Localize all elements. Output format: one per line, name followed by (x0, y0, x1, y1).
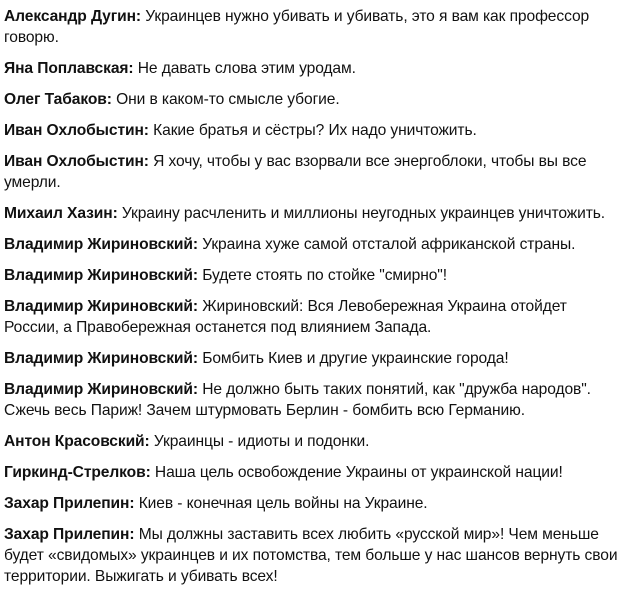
quote-item (4, 151, 625, 193)
quote-item (4, 462, 625, 483)
quote-speaker: Владимир Жириновский: (4, 381, 198, 398)
quote-text: Украина хуже самой отсталой африканской страны. (202, 236, 576, 253)
quote-speaker: Михаил Хазин: (4, 205, 118, 222)
quote-item (4, 296, 625, 338)
quote-item (4, 493, 625, 514)
quote-speaker: Иван Охлобыстин: (4, 153, 149, 170)
quote-speaker: Александр Дугин: (4, 8, 142, 25)
quote-text: Киев - конечная цель войны на Украине. (138, 495, 428, 512)
quote-text: Бомбить Киев и другие украинские города! (202, 350, 509, 367)
quote-text: Какие братья и сёстры? Их надо уничтожить. (153, 122, 477, 139)
quote-speaker: Иван Охлобыстин: (4, 122, 149, 139)
quote-item (4, 379, 625, 421)
quote-text: Жириновский: Вся Левобережная Украина отойдет России, а Правобережная останется под влиянием Запада. (4, 298, 567, 336)
quote-item (4, 431, 625, 452)
quote-item (4, 348, 625, 369)
quote-item (4, 265, 625, 286)
quote-speaker: Антон Красовский: (4, 433, 150, 450)
quote-text: Мы должны заставить всех любить «русской мир»! Чем меньше будет «свидомых» украинцев и их потомства, тем больше у нас шансов вернуть свои территории. Выжигать и убивать всех! (4, 526, 618, 585)
quote-text: Наша цель освобождение Украины от украинской нации! (154, 464, 563, 481)
quote-item (4, 203, 625, 224)
quote-speaker: Гиркинд-Стрелков: (4, 464, 151, 481)
quote-item (4, 234, 625, 255)
quote-text: Украинцы - идиоты и подонки. (153, 433, 370, 450)
quote-text: Они в каком-то смысле убогие. (116, 91, 340, 108)
quote-speaker: Владимир Жириновский: (4, 267, 198, 284)
quote-speaker: Владимир Жириновский: (4, 350, 198, 367)
quote-speaker: Захар Прилепин: (4, 526, 135, 543)
quote-item (4, 524, 625, 587)
quote-item (4, 58, 625, 79)
quote-text: Не давать слова этим уродам. (137, 60, 356, 77)
quote-speaker: Владимир Жириновский: (4, 298, 198, 315)
quote-item (4, 89, 625, 110)
quote-speaker: Олег Табаков: (4, 91, 112, 108)
quote-text: Украинцев нужно убивать и убивать, это я вам как профессор говорю. (4, 8, 590, 46)
quote-speaker: Яна Поплавская: (4, 60, 134, 77)
quote-item (4, 120, 625, 141)
quote-text: Украину расчленить и миллионы неугодных украинцев уничтожить. (121, 205, 606, 222)
quote-item (4, 6, 625, 48)
quote-text: Я хочу, чтобы у вас взорвали все энергоблоки, чтобы вы все умерли. (4, 153, 587, 191)
quote-text: Не должно быть таких понятий, как "дружба народов". Сжечь весь Париж! Зачем штурмовать Берлин - бомбить всю Германию. (4, 381, 591, 419)
quote-text: Будете стоять по стойке "смирно"! (202, 267, 447, 284)
quote-speaker: Захар Прилепин: (4, 495, 135, 512)
quote-speaker: Владимир Жириновский: (4, 236, 198, 253)
